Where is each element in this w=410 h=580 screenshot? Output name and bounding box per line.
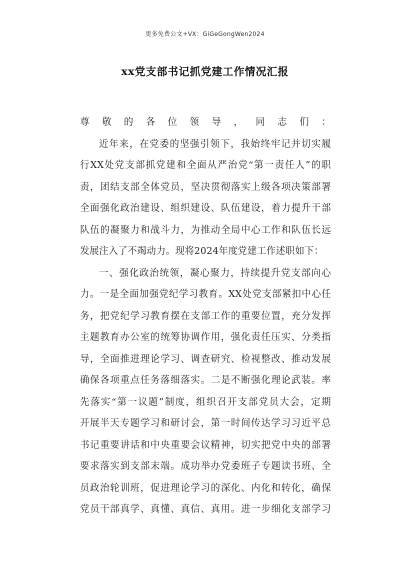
body-line: 近年来，在党委的坚强引领下，我始终牢记并切实履: [99, 138, 331, 150]
body-line: 主题教育办公室的统筹协调作用，强化责任压实、分类指: [80, 332, 331, 343]
body-line: 务，把党纪学习教育摆在支部工作的重要位置，充分发挥: [80, 310, 331, 322]
body-line: 确保各项重点任务落细落实。二是不断强化理论武装。率: [80, 375, 331, 386]
body-line: 力。一是全面加强党纪学习教育。XX处党支部紧扣中心任: [80, 289, 331, 300]
body-line: 行XX处党支部抓党建和全面从严治党“第一责任人”的职: [80, 160, 331, 171]
header-note: 更多免费公文+VX：GiGeGongWen2024: [145, 31, 265, 38]
salutation: 尊敬的各位领导，同志们：: [80, 117, 331, 128]
body-line: 责，团结支部全体党员，坚决贯彻落实上级各项决策部署: [80, 181, 331, 193]
body-line: 书记重要讲话和中央重要会议精神，切实把党中央的部署: [80, 439, 331, 451]
body-line: 先落实“第一议题”制度，组织召开支部党员大会，定期: [80, 396, 331, 408]
paragraph-lines: [80, 134, 331, 521]
document-body: [80, 112, 331, 521]
body-line: 一、强化政治统领，凝心聚力，持续提升党支部向心: [99, 267, 331, 279]
body-line: 党员干部真学、真懂、真信、真用。进一步细化支部学习: [80, 504, 331, 515]
body-line: 队伍的凝聚力和战斗力，为推动全局中心工作和队伍长远: [80, 224, 331, 236]
body-line: 开展半天专题学习和研讨会，第一时间传达学习习近平总: [80, 418, 331, 429]
body-line: 要求落实到支部末端。成功举办党委班子专题读书班、全: [80, 461, 331, 472]
body-line: 发展注入了不竭动力。现将2024年度党建工作述职如下：: [80, 246, 324, 257]
body-line: 导，全面推进理论学习、调查研究、检视整改、推动发展: [80, 353, 331, 365]
body-line: 全面强化政治建设、组织建设、队伍建设，着力提升干部: [80, 203, 331, 214]
body-line: 员政治轮训班，促进理论学习的深化、内化和转化，确保: [80, 482, 331, 494]
document-title: xx党支部书记抓党建工作情况汇报: [121, 66, 289, 78]
